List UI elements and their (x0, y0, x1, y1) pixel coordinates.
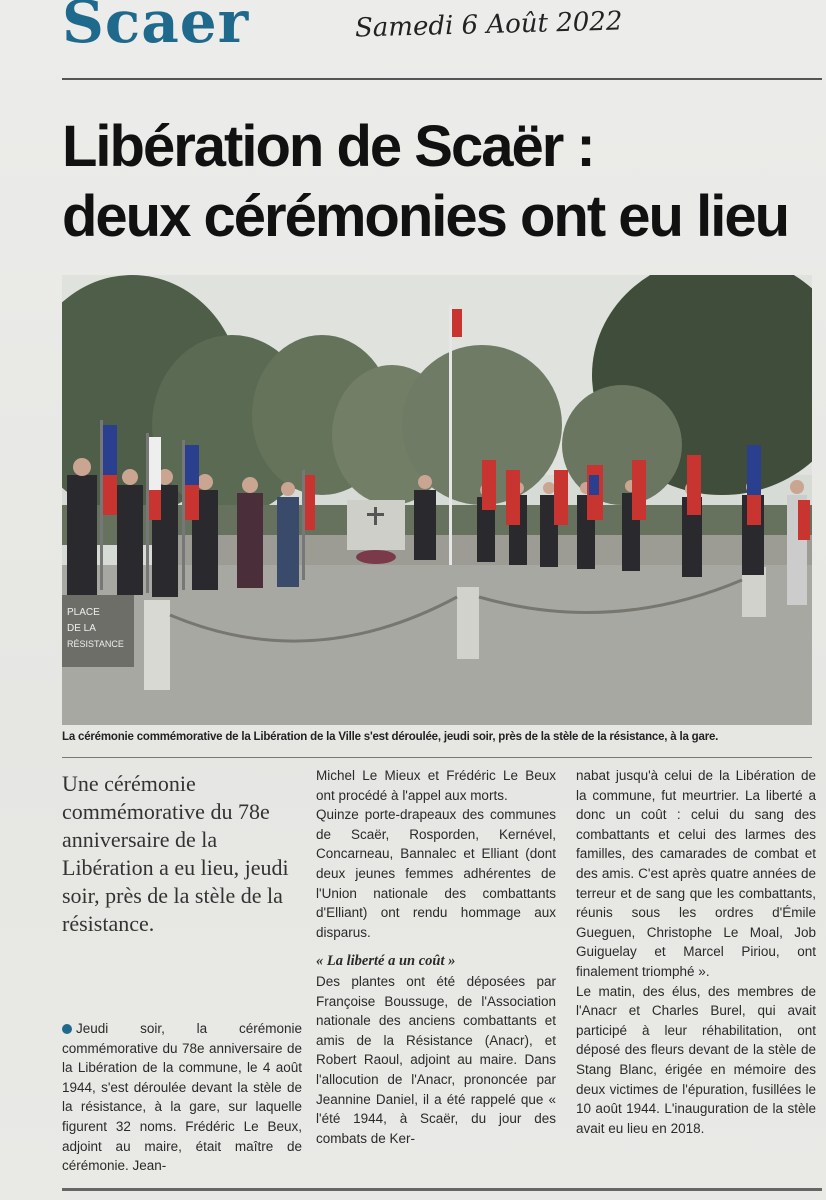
plaque-text-2: DE LA (67, 623, 96, 634)
article-headline (62, 112, 822, 252)
article-lead: Une cérémonie commémorative du 78e anniversaire de la Libération a eu lieu, jeudi soir, près de la stèle de la résistance. (62, 771, 289, 936)
ceremony-photo-illustration (62, 275, 812, 725)
bullet-icon (62, 1024, 72, 1034)
article-column-3 (576, 766, 816, 1138)
column-2-paragraph-1: Michel Le Mieux et Frédéric Le Beux ont procédé à l'appel aux morts. (316, 768, 556, 803)
column-3-paragraph-2: Le matin, des élus, des membres de l'Anacr et Charles Burel, qui avait participé à leur réhabilitation, ont déposé des fleurs devant de la stèle de Stang Blanc, érigée en mémoire des deux victimes de l'épuration, fusillées le 10 août 1944. L'inauguration de la stèle avait eu lieu en 2018. (576, 983, 816, 1136)
article-column-2 (316, 766, 556, 1148)
column-1-text: Jeudi soir, la cérémonie commémorative du 78e anniversaire de la Libération de la commune, le 4 août 1944, s'est déroulée devant la stèle de la résistance, à la gare, sur laquelle figurent 32 noms. Frédéric Le Beux, adjoint au maire, était maître de cérémonie. Jean- (62, 1021, 302, 1174)
ceremony-photo (62, 275, 812, 725)
column-2-paragraph-3: Des plantes ont été déposées par Françoise Boussuge, de l'Association nationale des anciens combattants et amis de la Résistance (Anacr), et Robert Raoul, adjoint au maire. Dans l'allocution de l'Anacr, prononcée par Jeannine Daniel, il a été rappelé que « l'été 1944, à Scaër, du jour des combats de Ker- (316, 973, 556, 1146)
plaque-text-1: PLACE (67, 607, 100, 618)
handwritten-date: Samedi 6 Août 2022 (354, 6, 623, 44)
headline-line-2: deux cérémonies ont eu lieu (62, 184, 788, 249)
photo-caption: La cérémonie commémorative de la Libération de la Ville s'est déroulée, jeudi soir, près de la stèle de la résistance, à la gare. (62, 731, 719, 743)
article-subhead: « La liberté a un coût » (316, 953, 456, 970)
newspaper-masthead: Scaer (62, 0, 250, 56)
bottom-rule (62, 1188, 822, 1191)
column-1-paragraph (62, 1019, 302, 1176)
headline-line-1: Libération de Scaër : (62, 114, 594, 179)
article-column-1 (62, 1019, 302, 1176)
column-2-paragraph-2: Quinze porte-drapeaux des communes de Scaër, Rosporden, Kernével, Concarneau, Bannalec et Elliant (dont deux jeunes femmes adhérentes de l'Union nationale des combattants d'Elliant) ont rendu hommage aux disparus. (316, 807, 556, 940)
plaque-text-3: RÉSISTANCE (67, 639, 124, 649)
caption-rule (62, 757, 812, 758)
top-rule (62, 78, 822, 80)
column-3-paragraph-1: nabat jusqu'à celui de la Libération de la commune, fut meurtrier. La liberté a donc un coût : celui du sang des combattants et celui des larmes des familles, des camarades de combat et des amis. C'est après quatre années de terreur et de sang que les combattants, réunis sous les ordres d'Émile Gueguen, Christophe Le Moal, Job Guiguelay et Marcel Piriou, ont finalement triomphé ». (576, 768, 816, 979)
